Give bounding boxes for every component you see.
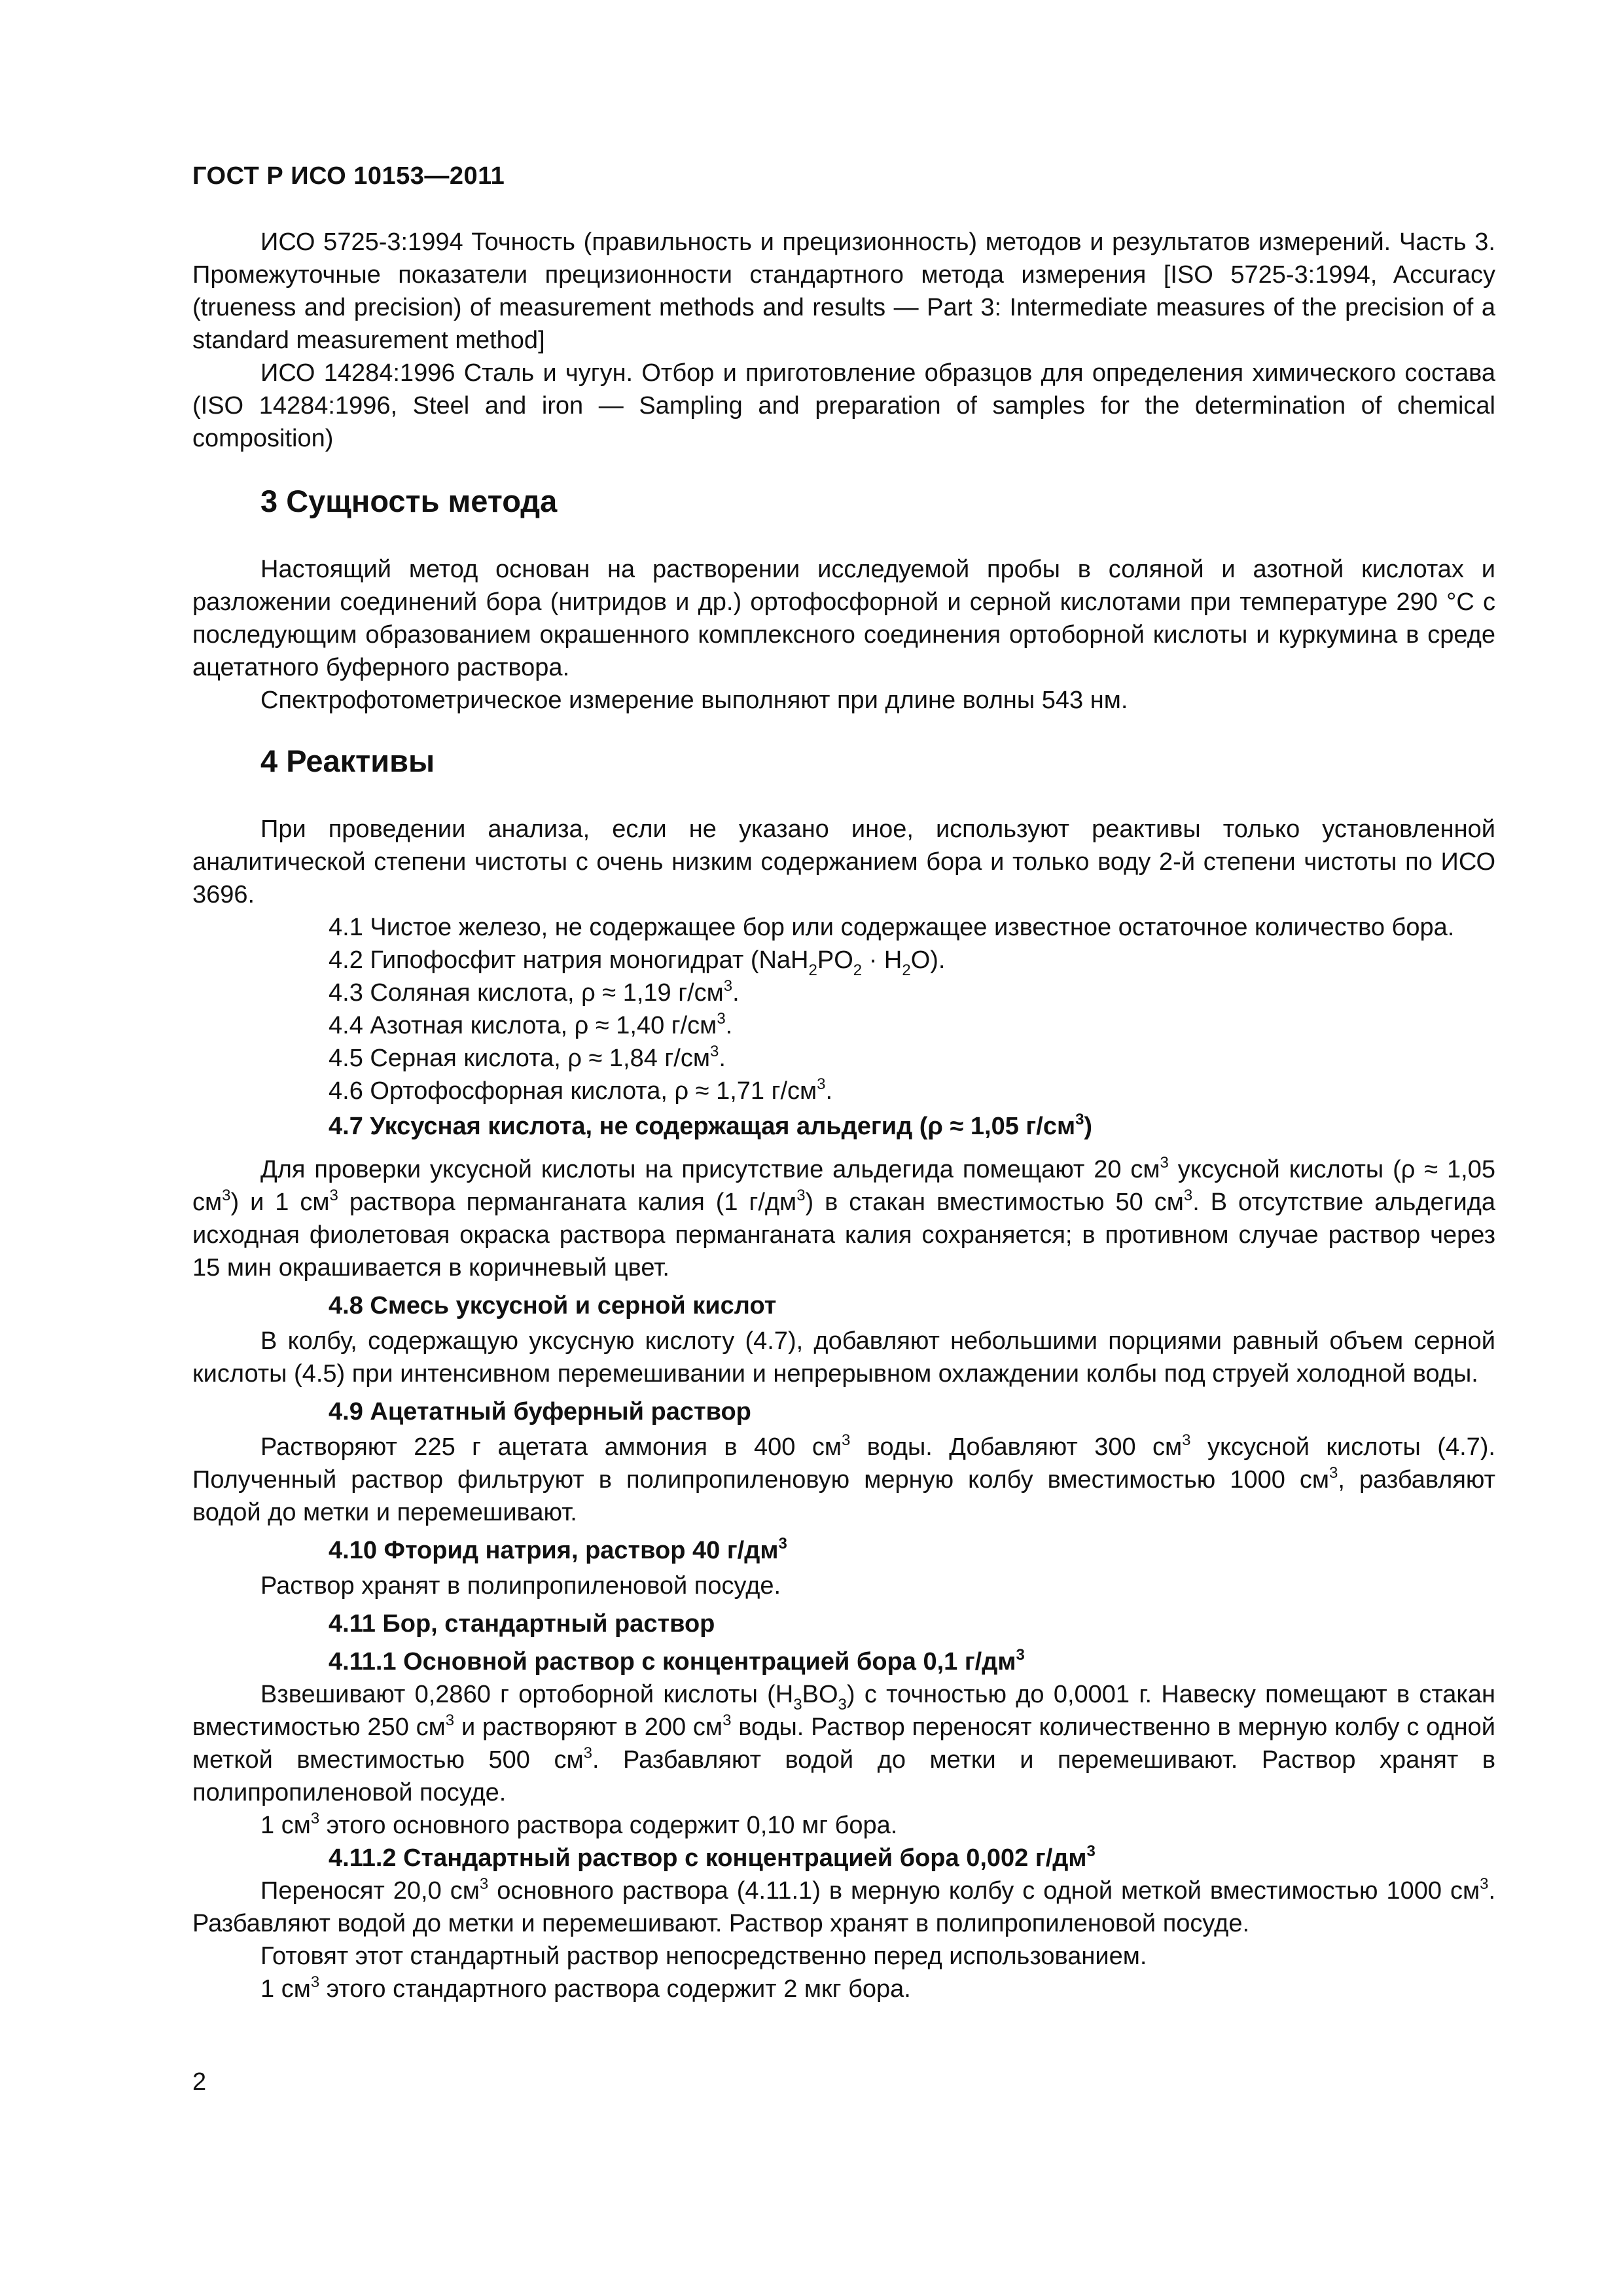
list-item-4-4: 4.4 Азотная кислота, ρ ≈ 1,40 $г/см^3$. [329, 1010, 733, 1039]
section-3-body [192, 553, 1495, 717]
section-4 [192, 743, 1495, 779]
subsection-4-11-2-heading: 4.11.2 Стандартный раствор с концентрацией бора 0,002 $г/дм^3$ [329, 1842, 1096, 1872]
list-item-4-5: 4.5 Серная кислота, ρ ≈ 1,84 $г/см^3$. [329, 1043, 726, 1072]
section-3 [192, 483, 1495, 519]
reference-iso-5725-3: ИСО 5725-3:1994 Точность (правильность и прецизионность) методов и результатов измерений. Часть 3. Промежуточные показатели прецизионности стандартного метода измерения [ISO 5725-3:1994, Accuracy (trueness and precision) of measurement methods and results — Part 3: Intermediate measures of the precision of a standard measurement method] [192, 228, 1495, 354]
reference-iso-14284: ИСО 14284:1996 Сталь и чугун. Отбор и приготовление образцов для определения химического состава (ISO 14284:1996, Steel and iron — Sampling and preparation of samples for the determination of chemical composition) [192, 359, 1495, 452]
subsection-4-8-paragraph: В колбу, содержащую уксусную кислоту (4.7), добавляют небольшими порциями равный объем серной кислоты (4.5) при интенсивном перемешивании и непрерывном охлаждении колбы под струей холодной воды. [192, 1327, 1495, 1388]
subsection-4-11-1-heading: 4.11.1 Основной раствор с концентрацией бора 0,1 $г/дм^3$ [329, 1646, 1025, 1676]
document-header: ГОСТ Р ИСО 10153—2011 [192, 162, 505, 190]
section-3-heading: 3 Сущность метода [260, 484, 558, 518]
section-4-heading: 4 Реактивы [260, 744, 435, 778]
list-item-4-2: 4.2 Гипофосфит натрия моногидрат $(NaH_2PO_2 \cdot H_2O)$. [329, 946, 946, 979]
subsection-4-10-heading: 4.10 Фторид натрия, раствор 40 $г/дм^3$ [329, 1535, 787, 1564]
section-3-paragraph: Настоящий метод основан на растворении исследуемой пробы в соляной и азотной кислотах и разложении соединений бора (нитридов и др.) ортофосфорной и серной кислотами при температуре 290 °С с последующим образованием окрашенного комплексного соединения ортоборной кислоты и куркумина в среде ацетатного буферного раствора. [192, 556, 1495, 681]
page-number: 2 [192, 2068, 207, 2096]
subsection-4-11-2-note: 1 $см^3$ этого стандартного раствора содержит 2 мкг бора. [260, 1973, 911, 2003]
list-item-4-6: 4.6 Ортофосфорная кислота, ρ ≈ 1,71 $г/см^3$. [329, 1075, 833, 1105]
section-4-body [192, 813, 1495, 2005]
subsection-4-11-1-paragraph: Взвешивают 0,2860 г ортоборной кислоты $(H_3BO_3)$ с точностью до 0,0001 г. Навеску помещают в стакан вместимостью 250 $см^3$ и растворяют в 200 $см^3$ воды. Раствор переносят количественно в мерную колбу с одной меткой вместимостью 500 $см^3$. Разбавляют водой до метки и перемешивают. Раствор хранят в полипропиленовой посуде. [192, 1681, 1496, 1806]
subsection-4-7-paragraph: Для проверки уксусной кислоты на присутствие альдегида помещают 20 $см^3$ уксусной кислоты (ρ ≈ 1,05 $см^3$) и 1 $см^3$ раствора перманганата калия (1 $г/дм^3$) в стакан вместимостью 50 $см^3$. В отсутствие альдегида исходная фиолетовая окраска раствора перманганата калия сохраняется; в противном случае раствор через 15 мин окрашивается в коричневый цвет. [192, 1154, 1495, 1282]
list-item-4-1: 4.1 Чистое железо, не содержащее бор или содержащее известное остаточное количество бора. [329, 914, 1455, 941]
subsection-4-9-paragraph: Растворяют 225 г ацетата аммония в 400 $см^3$ воды. Добавляют 300 $см^3$ уксусной кислоты (4.7). Полученный раствор фильтруют в полипропиленовую мерную колбу вместимостью 1000 $см^3$, разбавляют водой до метки и перемешивают. [192, 1431, 1495, 1526]
subsection-4-11-2-note: Готовят этот стандартный раствор непосредственно перед использованием. [260, 1943, 1147, 1970]
normative-references [192, 226, 1495, 455]
subsection-4-11-2-paragraph: Переносят 20,0 $см^3$ основного раствора (4.11.1) в мерную колбу с одной меткой вместимостью 1000 $см^3$. Разбавляют водой до метки и перемешивают. Раствор хранят в полипропиленовой посуде. [192, 1875, 1495, 1937]
subsection-4-8-heading: 4.8 Смесь уксусной и серной кислот [329, 1292, 777, 1319]
subsection-4-11-1-note: 1 $см^3$ этого основного раствора содержит 0,10 мг бора. [260, 1810, 898, 1839]
subsection-4-9-heading: 4.9 Ацетатный буферный раствор [329, 1398, 751, 1426]
subsection-4-11-heading: 4.11 Бор, стандартный раствор [329, 1610, 715, 1638]
section-4-intro: При проведении анализа, если не указано иное, используют реактивы только установленной аналитической степени чистоты с очень низким содержанием бора и только воду 2-й степени чистоты по ИСО 3696. [192, 816, 1495, 908]
subsection-4-7-heading: 4.7 Уксусная кислота, не содержащая альдегид (ρ ≈ 1,05 $г/см^3$) [329, 1111, 1093, 1140]
section-3-paragraph: Спектрофотометрическое измерение выполняют при длине волны 543 нм. [260, 687, 1128, 714]
list-item-4-3: 4.3 Соляная кислота, ρ ≈ 1,19 $г/см^3$. [329, 977, 740, 1007]
subsection-4-10-paragraph: Раствор хранят в полипропиленовой посуде. [260, 1572, 781, 1600]
